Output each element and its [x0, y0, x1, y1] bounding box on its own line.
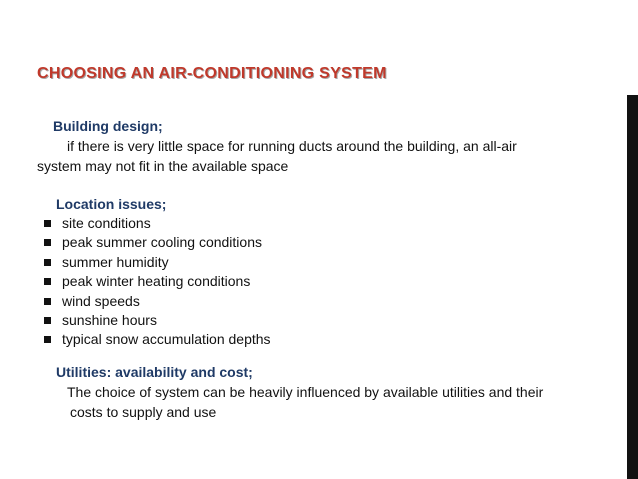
list-item: [42, 272, 617, 291]
building-design-text-line-1: if there is very little space for running ducts around the building, an all-air: [67, 138, 517, 154]
bullet-square-icon: [44, 278, 51, 285]
utilities-heading: Utilities: availability and cost;: [56, 364, 253, 380]
bullet-square-icon: [44, 239, 51, 246]
bullet-square-icon: [44, 298, 51, 305]
list-item: [42, 214, 617, 233]
list-item: [42, 233, 617, 252]
list-item-text: wind speeds: [62, 292, 140, 309]
side-bar-top: [627, 0, 638, 95]
bullet-square-icon: [44, 259, 51, 266]
utilities-section: [37, 362, 617, 422]
list-item: [42, 311, 617, 330]
list-item-text: peak winter heating conditions: [62, 273, 251, 290]
decorative-side-bar: [627, 0, 638, 479]
slide-title: CHOOSING AN AIR-CONDITIONING SYSTEM: [37, 65, 387, 82]
side-bar-bottom: [627, 95, 638, 479]
bullet-square-icon: [44, 336, 51, 343]
list-item: [42, 253, 617, 272]
list-item-text: sunshine hours: [62, 311, 157, 328]
list-item-text: peak summer cooling conditions: [62, 234, 262, 251]
utilities-text-line-1: The choice of system can be heavily influenced by available utilities and their: [67, 384, 544, 400]
list-item-text: site conditions: [62, 215, 151, 231]
bullet-square-icon: [44, 317, 51, 324]
bullet-square-icon: [44, 220, 51, 227]
location-issues-section: [37, 194, 617, 350]
list-item: [42, 292, 617, 311]
utilities-text-line-2: costs to supply and use: [70, 404, 217, 420]
building-design-text-line-2: system may not fit in the available space: [37, 158, 289, 174]
list-item: [42, 330, 617, 349]
location-issues-heading: Location issues;: [56, 196, 167, 212]
building-design-heading: Building design;: [53, 118, 163, 134]
location-issues-list: [37, 214, 617, 350]
list-item-text: typical snow accumulation depths: [62, 331, 271, 348]
list-item-text: summer humidity: [62, 253, 169, 270]
building-design-section: [37, 116, 617, 176]
